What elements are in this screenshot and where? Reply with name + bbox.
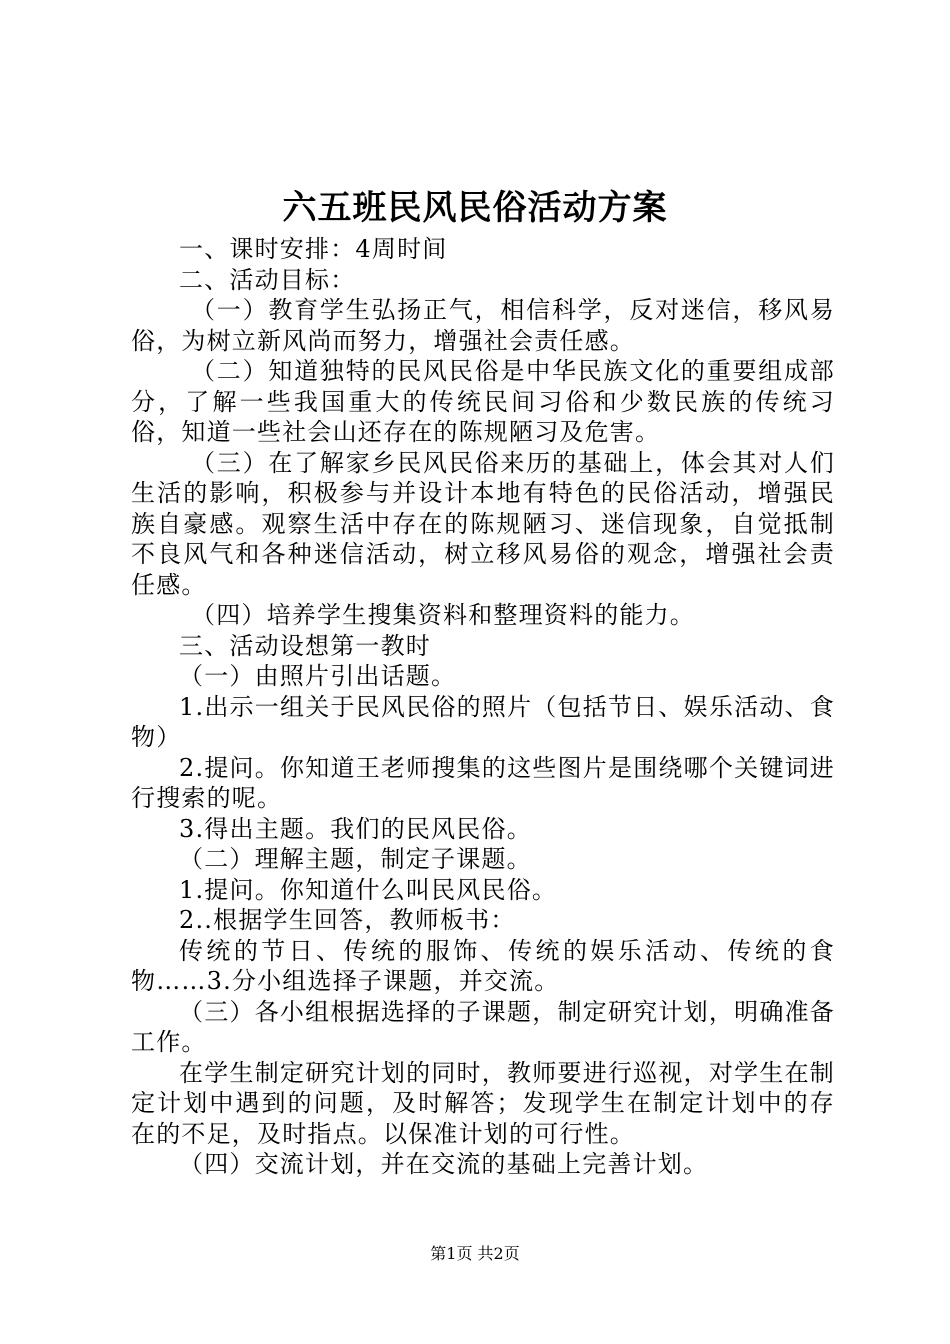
paragraph: （四）培养学生搜集资料和整理资料的能力。 [191, 601, 695, 629]
paragraph: （二）理解主题，制定子课题。 [179, 845, 532, 873]
paragraph: 3.得出主题。我们的民风民俗。 [179, 814, 532, 843]
paragraph: （四）交流计划，并在交流的基础上完善计划。 [179, 1150, 709, 1178]
paragraph: （三）在了解家乡民风民俗来历的基础上，体会其对人们生活的影响，积极参与并设计本地有特色的民俗活动，增强民族自豪感。观察生活中存在的陈规陋习、迷信现象，自觉抵制不良风气和各种迷信活动，树立移风易俗的观念，增强社会责任感。 [131, 448, 835, 599]
paragraph: 二、活动目标： [179, 265, 356, 294]
paragraph: （三）各小组根据选择的子课题，制定研究计划，明确准备工作。 [131, 997, 835, 1056]
paragraph: 传统的节日、传统的服饰、传统的娱乐活动、传统的食物……3.分小组选择子课题，并交流。 [131, 936, 835, 995]
paragraph: 1.出示一组关于民风民俗的照片（包括节日、娱乐活动、食物） [131, 692, 835, 751]
paragraph: （二）知道独特的民风民俗是中华民族文化的重要组成部分，了解一些我国重大的传统民间习俗和少数民族的传统习俗，知道一些社会山还存在的陈规陋习及危害。 [131, 357, 835, 446]
paragraph: 一、课时安排：4周时间 [179, 235, 448, 263]
document-body [131, 234, 835, 1180]
paragraph: 1.提问。你知道什么叫民风民俗。 [179, 875, 558, 904]
paragraph: 2..根据学生回答，教师板书： [179, 906, 516, 934]
paragraph: （一）由照片引出话题。 [179, 662, 457, 690]
paragraph: 在学生制定研究计划的同时，教师要进行巡视，对学生在制定计划中遇到的问题，及时解答；发现学生在制定计划中的存在的不足，及时指点。以保准计划的可行性。 [131, 1058, 835, 1148]
paragraph: 2.提问。你知道王老师搜集的这些图片是围绕哪个关键词进行搜索的呢。 [131, 753, 835, 812]
paragraph: 三、活动设想第一教时 [179, 631, 431, 660]
paragraph: （一）教育学生弘扬正气，相信科学，反对迷信，移风易俗，为树立新风尚而努力，增强社会责任感。 [131, 296, 835, 355]
document-title: 六五班民风民俗活动方案 [282, 188, 668, 228]
page-footer: 第1页 共2页 [430, 1244, 520, 1263]
